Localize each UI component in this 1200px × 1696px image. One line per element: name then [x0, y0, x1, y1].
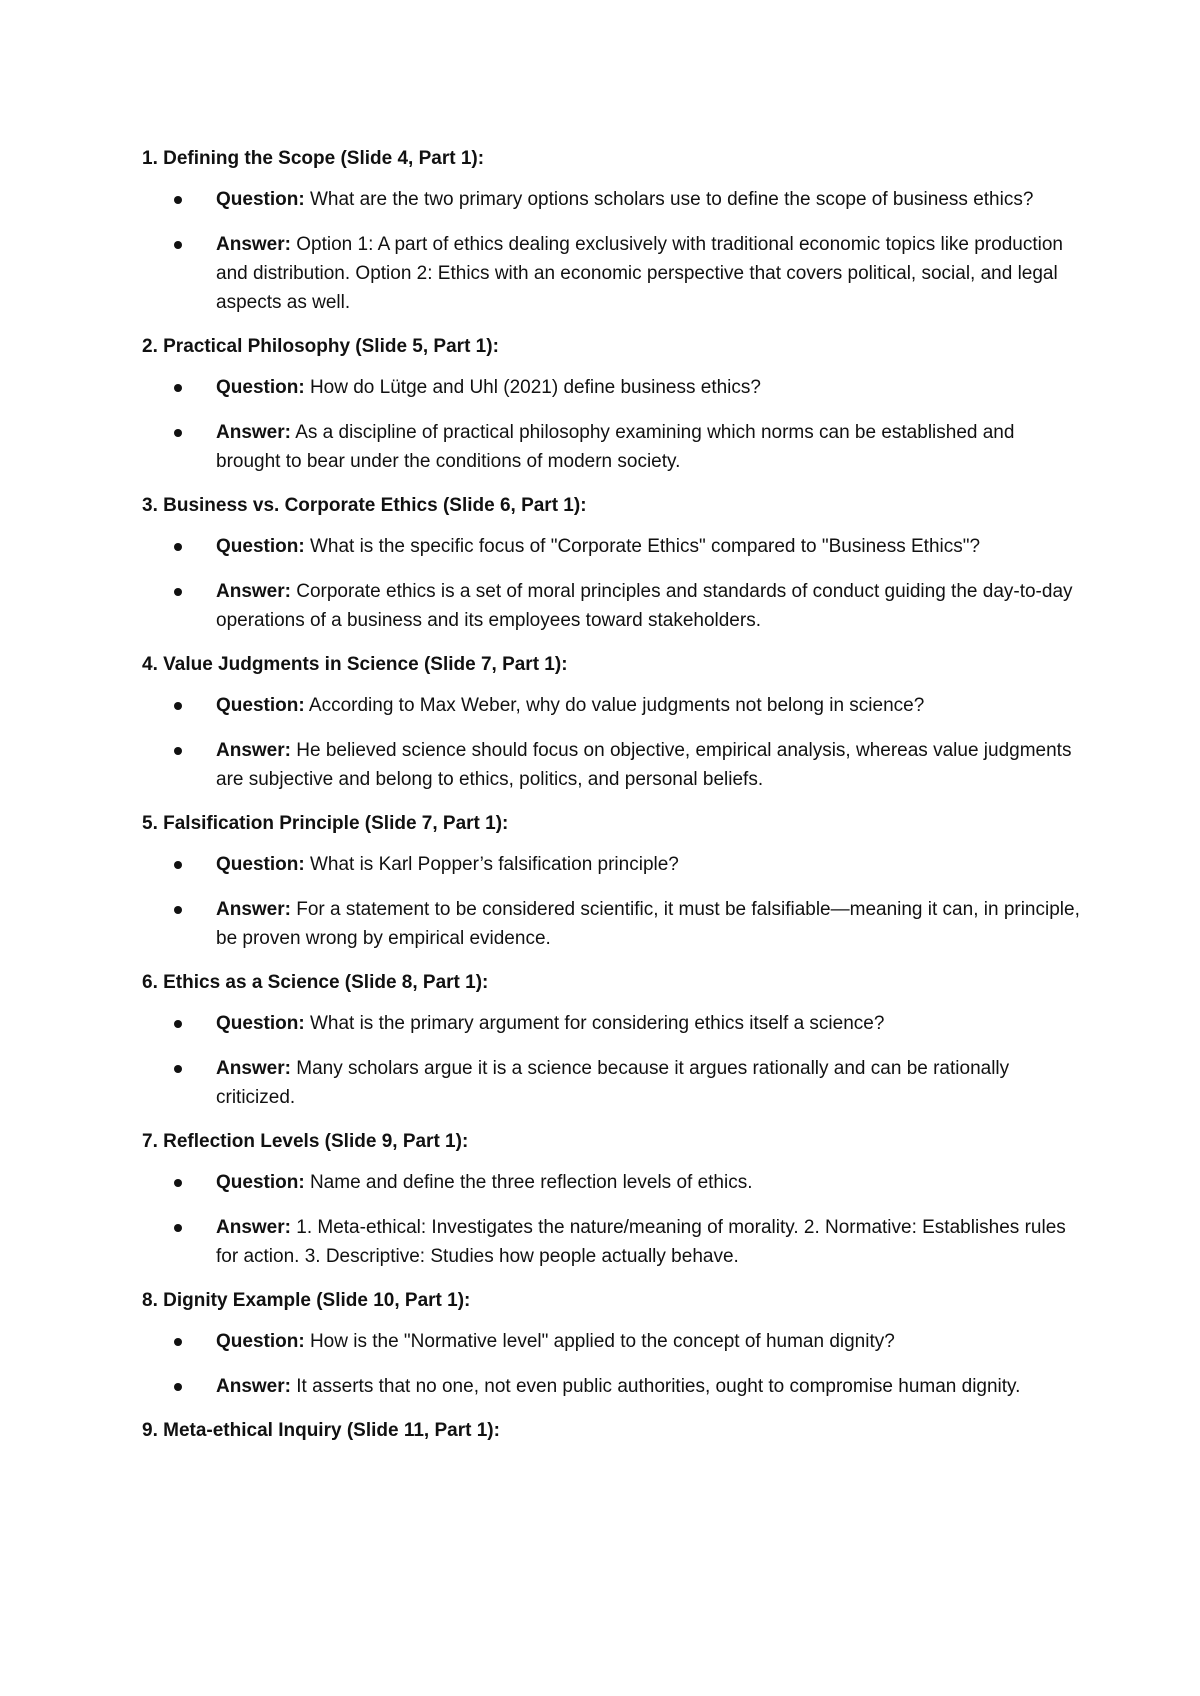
- question-text: What is the primary argument for considering ethics itself a science?: [309, 1013, 885, 1034]
- section-heading: 7. Reflection Levels (Slide 9, Part 1):: [142, 1131, 469, 1152]
- answer-item: [142, 895, 1080, 953]
- answer-text: He believed science should focus on objective, empirical analysis, whereas value judgments are subjective and belong to ethics, politics, and personal beliefs.: [216, 740, 1072, 790]
- section-heading: 1. Defining the Scope (Slide 4, Part 1):: [142, 148, 485, 169]
- question-item: [142, 532, 1080, 561]
- bullet-icon: [174, 429, 182, 437]
- bullet-icon: [174, 1020, 182, 1028]
- qa-section-5: [142, 810, 1080, 953]
- question-item: [142, 1168, 1080, 1197]
- bullet-icon: [174, 1179, 182, 1187]
- bullet-icon: [174, 747, 182, 755]
- qa-list: [142, 691, 1080, 794]
- answer-label: Answer:: [216, 1058, 291, 1079]
- bullet-icon: [174, 861, 182, 869]
- qa-section-8: [142, 1287, 1080, 1401]
- bullet-icon: [174, 543, 182, 551]
- question-label: Question:: [216, 189, 305, 210]
- bullet-icon: [174, 1383, 182, 1391]
- bullet-icon: [174, 588, 182, 596]
- answer-label: Answer:: [216, 234, 291, 255]
- answer-item: [142, 1372, 1080, 1401]
- question-item: [142, 1327, 1080, 1356]
- answer-text: It asserts that no one, not even public authorities, ought to compromise human dignity.: [296, 1376, 1021, 1397]
- section-heading: 9. Meta-ethical Inquiry (Slide 11, Part 1):: [142, 1420, 500, 1441]
- answer-text: Option 1: A part of ethics dealing exclusively with traditional economic topics like production and distribution. Option 2: Ethics with an economic perspective that covers political, social, and legal aspects as well.: [216, 234, 1063, 313]
- question-label: Question:: [216, 695, 305, 716]
- answer-item: [142, 1054, 1080, 1112]
- bullet-icon: [174, 1338, 182, 1346]
- question-text: What are the two primary options scholars use to define the scope of business ethics?: [309, 189, 1034, 210]
- question-text: According to Max Weber, why do value judgments not belong in science?: [308, 695, 925, 716]
- qa-section-1: [142, 145, 1080, 317]
- question-item: [142, 691, 1080, 720]
- question-label: Question:: [216, 1172, 305, 1193]
- qa-section-3: [142, 492, 1080, 635]
- qa-section-7: [142, 1128, 1080, 1271]
- bullet-icon: [174, 1224, 182, 1232]
- bullet-icon: [174, 384, 182, 392]
- answer-text: As a discipline of practical philosophy examining which norms can be established and brought to bear under the conditions of modern society.: [216, 422, 1015, 472]
- question-text: How do Lütge and Uhl (2021) define business ethics?: [309, 377, 761, 398]
- question-label: Question:: [216, 854, 305, 875]
- bullet-icon: [174, 196, 182, 204]
- section-heading: 5. Falsification Principle (Slide 7, Part 1):: [142, 813, 509, 834]
- answer-item: [142, 577, 1080, 635]
- answer-text: Corporate ethics is a set of moral principles and standards of conduct guiding the day-to-day operations of a business and its employees toward stakeholders.: [216, 581, 1073, 631]
- section-heading: 4. Value Judgments in Science (Slide 7, Part 1):: [142, 654, 568, 675]
- question-item: [142, 185, 1080, 214]
- answer-item: [142, 418, 1080, 476]
- question-text: How is the "Normative level" applied to the concept of human dignity?: [309, 1331, 895, 1352]
- section-heading: 3. Business vs. Corporate Ethics (Slide 6, Part 1):: [142, 495, 587, 516]
- answer-item: [142, 736, 1080, 794]
- qa-section-2: [142, 333, 1080, 476]
- answer-label: Answer:: [216, 422, 291, 443]
- question-item: [142, 850, 1080, 879]
- section-heading: 8. Dignity Example (Slide 10, Part 1):: [142, 1290, 471, 1311]
- answer-text: For a statement to be considered scientific, it must be falsifiable—meaning it can, in principle, be proven wrong by empirical evidence.: [216, 899, 1080, 949]
- qa-list: [142, 1168, 1080, 1271]
- qa-section-6: [142, 969, 1080, 1112]
- answer-label: Answer:: [216, 1376, 291, 1397]
- answer-text: 1. Meta-ethical: Investigates the nature/meaning of morality. 2. Normative: Establishes rules for action. 3. Descriptive: Studies how people actually behave.: [216, 1217, 1066, 1267]
- question-text: Name and define the three reflection levels of ethics.: [309, 1172, 753, 1193]
- question-label: Question:: [216, 1331, 305, 1352]
- qa-list: [142, 1009, 1080, 1112]
- answer-item: [142, 230, 1080, 317]
- answer-label: Answer:: [216, 1217, 291, 1238]
- bullet-icon: [174, 1065, 182, 1073]
- qa-list: [142, 532, 1080, 635]
- bullet-icon: [174, 702, 182, 710]
- answer-text: Many scholars argue it is a science because it argues rationally and can be rationally criticized.: [216, 1058, 1010, 1108]
- bullet-icon: [174, 241, 182, 249]
- question-label: Question:: [216, 536, 305, 557]
- section-heading: 2. Practical Philosophy (Slide 5, Part 1):: [142, 336, 499, 357]
- answer-label: Answer:: [216, 740, 291, 761]
- section-heading: 6. Ethics as a Science (Slide 8, Part 1):: [142, 972, 489, 993]
- qa-list: [142, 1327, 1080, 1401]
- question-label: Question:: [216, 377, 305, 398]
- question-text: What is Karl Popper’s falsification principle?: [309, 854, 679, 875]
- question-item: [142, 373, 1080, 402]
- question-item: [142, 1009, 1080, 1038]
- qa-list: [142, 185, 1080, 317]
- answer-label: Answer:: [216, 899, 291, 920]
- qa-list: [142, 850, 1080, 953]
- answer-label: Answer:: [216, 581, 291, 602]
- qa-list: [142, 373, 1080, 476]
- question-label: Question:: [216, 1013, 305, 1034]
- answer-item: [142, 1213, 1080, 1271]
- bullet-icon: [174, 906, 182, 914]
- qa-section-4: [142, 651, 1080, 794]
- qa-section-9: [142, 1417, 1080, 1445]
- question-text: What is the specific focus of "Corporate Ethics" compared to "Business Ethics"?: [309, 536, 981, 557]
